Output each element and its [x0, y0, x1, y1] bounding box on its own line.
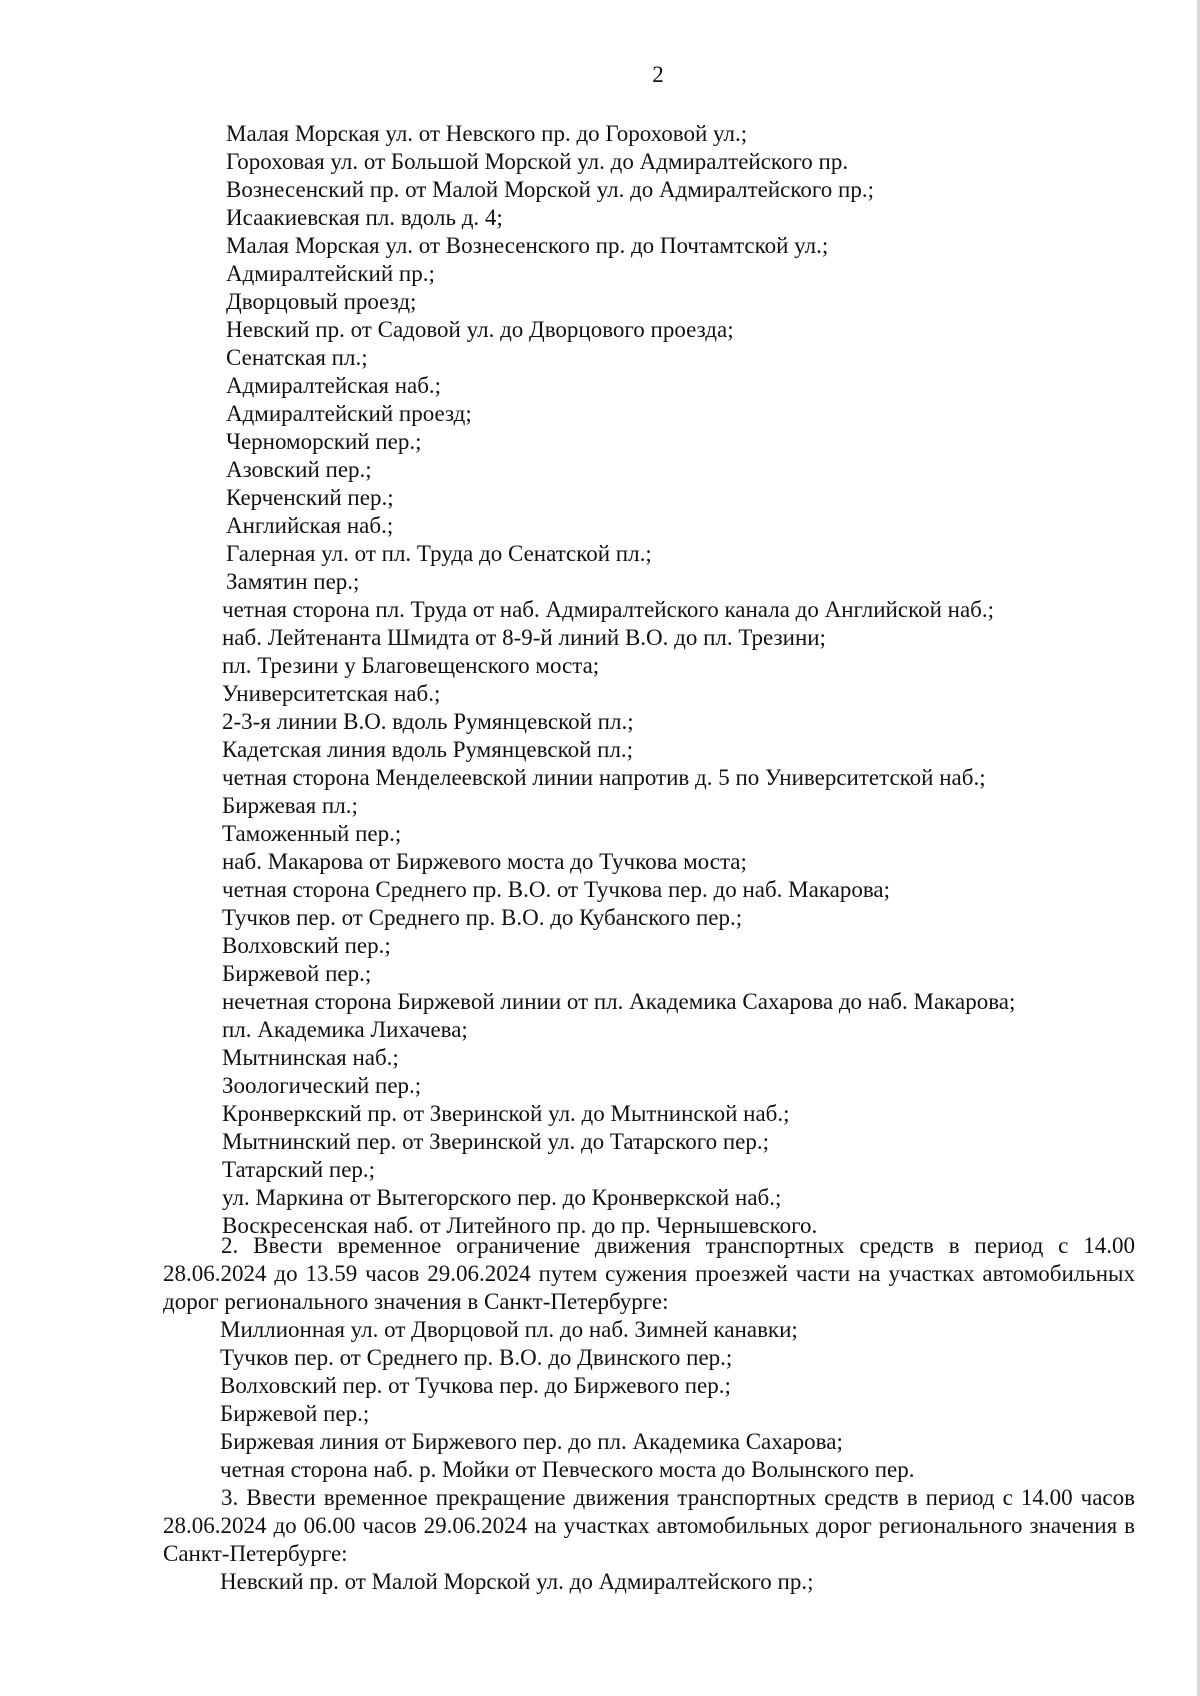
street-line: Кронверкский пр. от Зверинской ул. до Мытнинской наб.; [222, 1101, 790, 1126]
street-line: Сенатская пл.; [226, 345, 368, 370]
street-line: четная сторона пл. Труда от наб. Адмиралтейского канала до Английской наб.; [222, 597, 994, 622]
street-line: нечетная сторона Биржевой линии от пл. Академика Сахарова до наб. Макарова; [222, 989, 1016, 1014]
street-line: Таможенный пер.; [222, 821, 402, 846]
street-line: Малая Морская ул. от Невского пр. до Гороховой ул.; [226, 121, 748, 146]
street-line: 2-3-я линии В.О. вдоль Румянцевской пл.; [222, 709, 634, 734]
street-line: Адмиралтейский проезд; [226, 401, 472, 426]
street-line: Мытнинская наб.; [222, 1045, 399, 1070]
street-line: четная сторона наб. р. Мойки от Певческого моста до Волынского пер. [220, 1457, 915, 1482]
street-line: Исаакиевская пл. вдоль д. 4; [226, 205, 503, 230]
street-line: Воскресенская наб. от Литейного пр. до пр. Чернышевского. [222, 1213, 818, 1238]
street-list-part2 [0, 1316, 1200, 1484]
street-line: Азовский пер.; [226, 457, 372, 482]
paragraph-2 [163, 1232, 1135, 1316]
street-line: Биржевой пер.; [222, 961, 372, 986]
street-line: четная сторона Менделеевской линии напротив д. 5 по Университетской наб.; [222, 765, 986, 790]
street-line: Гороховая ул. от Большой Морской ул. до Адмиралтейского пр. [226, 149, 849, 174]
street-line: Адмиралтейский пр.; [226, 261, 435, 286]
street-line: Волховский пер. от Тучкова пер. до Биржевого пер.; [220, 1373, 731, 1398]
street-line: Тучков пер. от Среднего пр. В.О. до Двинского пер.; [220, 1345, 733, 1370]
street-line: пл. Трезини у Благовещенского моста; [222, 653, 600, 678]
street-list-part3 [0, 1568, 1200, 1596]
street-line: Биржевой пер.; [220, 1401, 370, 1426]
street-line: четная сторона Среднего пр. В.О. от Тучкова пер. до наб. Макарова; [222, 877, 891, 902]
street-line: Вознесенский пр. от Малой Морской ул. до Адмиралтейского пр.; [226, 177, 874, 202]
street-line: Зоологический пер.; [222, 1073, 422, 1098]
paragraph-3 [163, 1484, 1135, 1568]
street-line: Дворцовый проезд; [226, 289, 417, 314]
street-line: наб. Макарова от Биржевого моста до Тучкова моста; [222, 849, 747, 874]
street-line: Биржевая пл.; [222, 793, 358, 818]
street-line: Малая Морская ул. от Вознесенского пр. до Почтамтской ул.; [226, 233, 829, 258]
street-line: Невский пр. от Садовой ул. до Дворцового проезда; [226, 317, 734, 342]
paragraph-3-text: 3. Ввести временное прекращение движения транспортных средств в период с 14.00 часов 28.06.2024 до 06.00 часов 29.06.2024 на участках автомобильных дорог регионального значения в Санкт-Петербурге: [163, 1485, 1135, 1566]
street-line: Кадетская линия вдоль Румянцевской пл.; [222, 737, 634, 762]
street-line: Замятин пер.; [226, 569, 360, 594]
street-line: Тучков пер. от Среднего пр. В.О. до Кубанского пер.; [222, 905, 743, 930]
street-line: Керченский пер.; [226, 485, 394, 510]
street-line: Университетская наб.; [222, 681, 441, 706]
street-list-part1 [0, 120, 1200, 1240]
street-line: Невский пр. от Малой Морской ул. до Адмиралтейского пр.; [220, 1569, 814, 1594]
street-line: наб. Лейтенанта Шмидта от 8-9-й линий В.О. до пл. Трезини; [222, 625, 826, 650]
page-number: 2 [652, 62, 664, 87]
street-line: Биржевая линия от Биржевого пер. до пл. Академика Сахарова; [220, 1429, 843, 1454]
street-line: Галерная ул. от пл. Труда до Сенатской пл.; [226, 541, 652, 566]
street-line: Татарский пер.; [222, 1157, 376, 1182]
street-line: Черноморский пер.; [226, 429, 422, 454]
street-line: Волховский пер.; [222, 933, 391, 958]
street-line: Английская наб.; [226, 513, 394, 538]
street-line: Миллионная ул. от Дворцовой пл. до наб. Зимней канавки; [220, 1317, 798, 1342]
paragraph-2-text: 2. Ввести временное ограничение движения транспортных средств в период с 14.00 28.06.2024 до 13.59 часов 29.06.2024 путем сужения проезжей части на участках автомобильных дорог регионального значения в Санкт-Петербурге: [163, 1233, 1135, 1314]
street-line: Мытнинский пер. от Зверинской ул. до Татарского пер.; [222, 1129, 770, 1154]
street-line: ул. Маркина от Вытегорского пер. до Кронверкской наб.; [222, 1185, 782, 1210]
street-line: пл. Академика Лихачева; [222, 1017, 468, 1042]
street-line: Адмиралтейская наб.; [226, 373, 442, 398]
